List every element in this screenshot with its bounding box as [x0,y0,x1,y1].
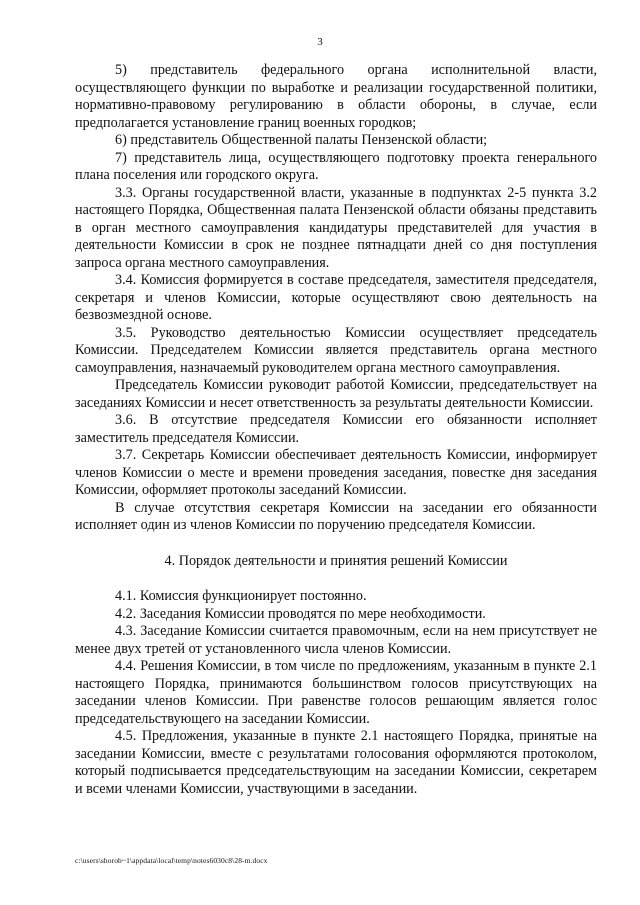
paragraph-3-6: 3.6. В отсутствие председателя Комиссии его обязанности исполняет заместитель председателя Комиссии. [75,412,597,446]
paragraph-item-7: 7) представитель лица, осуществляющего подготовку проекта генерального плана поселения или городского округа. [75,149,597,183]
spacer [75,570,597,588]
paragraph-3-7-secretary-absence: В случае отсутствия секретаря Комиссии на заседании его обязанности исполняет один из членов Комиссии по поручению председателя Комиссии. [75,499,597,533]
paragraph-4-1: 4.1. Комиссия функционирует постоянно. [115,588,367,604]
section-4-heading: 4. Порядок деятельности и принятия решений Комиссии [164,552,508,569]
paragraph-4-5: 4.5. Предложения, указанные в пункте 2.1 настоящего Порядка, принятые на заседании Комиссии, вместе с результатами голосования оформляются протоколом, который подписывается председательствующим на заседании Комиссии, секретарем и всеми членами Комиссии, участвующими в заседании. [75,728,597,797]
page-number: 3 [317,36,323,48]
paragraph-3-7: 3.7. Секретарь Комиссии обеспечивает деятельность Комиссии, информирует членов Комиссии о месте и времени проведения заседания, повестке дня заседания Комиссии, оформляет протоколы заседаний Комиссии. [75,447,597,498]
paragraph-3-4: 3.4. Комиссия формируется в составе председателя, заместителя председателя, секретаря и членов Комиссии, которые осуществляют свою деятельность на безвозмездной основе. [75,272,597,323]
paragraph-4-4: 4.4. Решения Комиссии, в том числе по предложениям, указанным в пункте 2.1 настоящего Порядка, принимаются большинством голосов присутствующих на заседании членов Комиссии. При равенстве голосов решающим является голос председательствующего на заседании Комиссии. [75,658,597,727]
paragraph-item-6: 6) представитель Общественной палаты Пензенской области; [115,132,488,148]
spacer [75,535,597,553]
paragraph-3-5: 3.5. Руководство деятельностью Комиссии осуществляет председатель Комиссии. Председателем Комиссии является представитель органа местного самоуправления, назначаемый руководителем органа местного самоуправления. [75,324,597,376]
footer-file-path: c:\users\shorob~1\appdata\local\temp\notes6030c8\28-m.docx [75,856,268,865]
paragraph-4-2: 4.2. Заседания Комиссии проводятся по мере необходимости. [115,605,486,622]
paragraph-item-5: 5) представитель федерального органа исполнительной власти, осуществляющего функции по выработке и реализации государственной политики, нормативно-правовому регулированию в области обороны, в случае, если предполагается установление границ военных городков; [75,62,597,131]
paragraph-3-3: 3.3. Органы государственной власти, указанные в подпунктах 2-5 пункта 3.2 настоящего Порядка, Общественная палата Пензенской области обязаны представить в орган местного самоуправления кандидатуры представителей для участия в деятельности Комиссии в срок не позднее пятнадцати дней со дня поступления запроса органа местного самоуправления. [75,184,597,271]
document-body [75,62,597,798]
paragraph-3-5-chairman: Председатель Комиссии руководит работой Комиссии, председательствует на заседаниях Комиссии и несет ответственность за результаты деятельности Комиссии. [75,377,597,411]
paragraph-4-3: 4.3. Заседание Комиссии считается правомочным, если на нем присутствует не менее двух третей от установленного числа членов Комиссии. [75,623,597,657]
